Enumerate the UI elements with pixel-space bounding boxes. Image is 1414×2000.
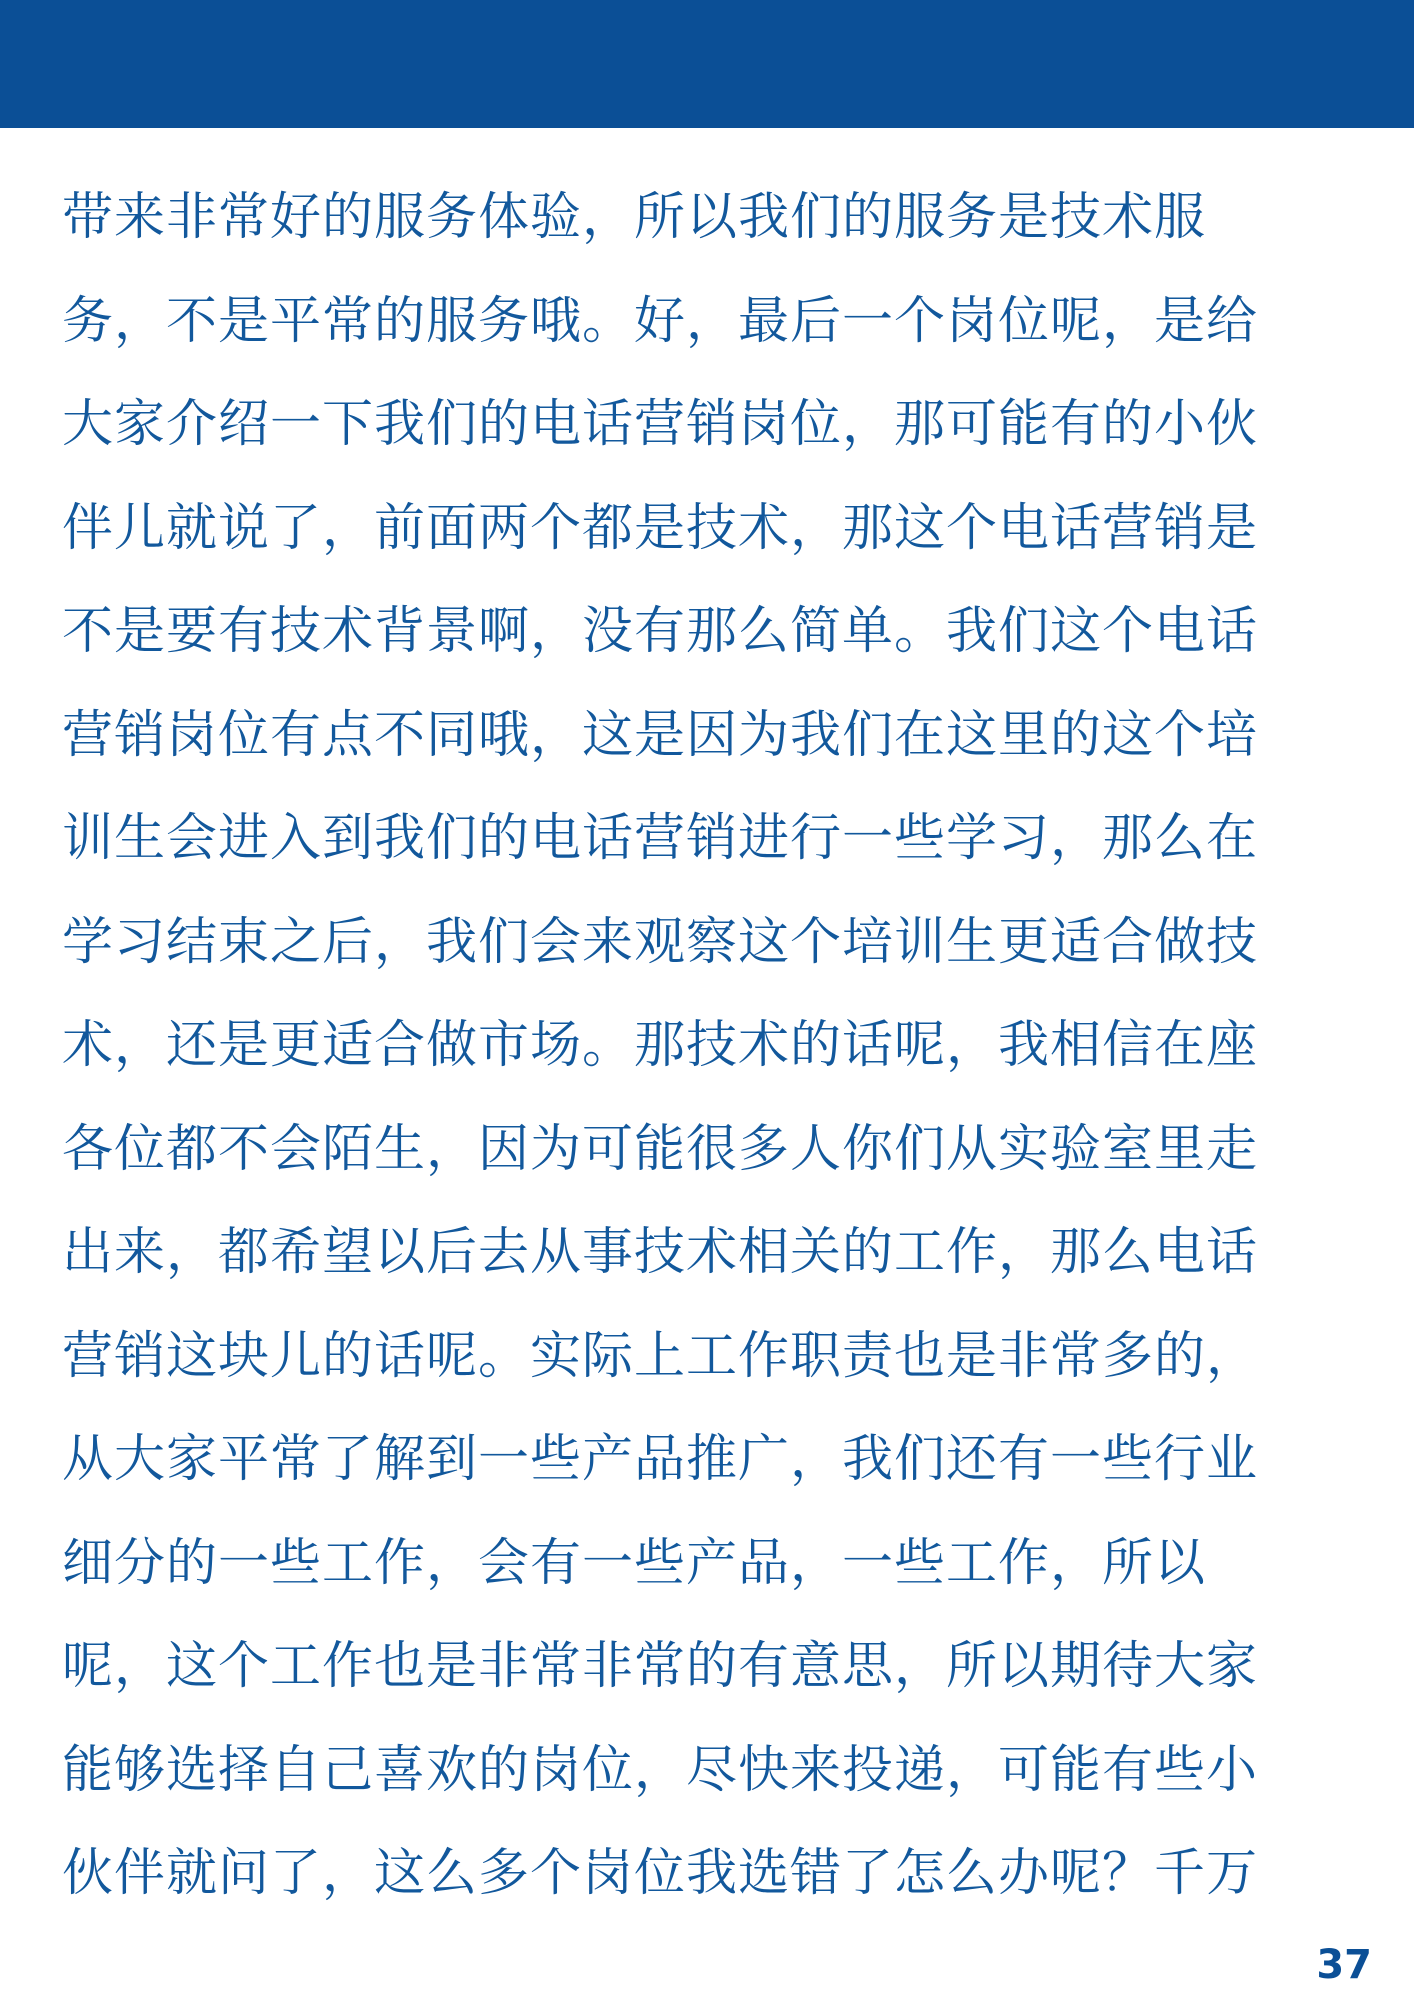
text-line: 学习结束之后，我们会来观察这个培训生更适合做技 (62, 912, 1259, 972)
text-line: 训生会进入到我们的电话营销进行一些学习，那么在 (62, 809, 1259, 868)
text-line: 大家介绍一下我们的电话营销岗位，那可能有的小伙 (62, 395, 1259, 454)
text-line: 营销这块儿的话呢。实际上工作职责也是非常多的， (62, 1326, 1259, 1386)
text-line: 细分的一些工作，会有一些产品，一些工作，所以 (62, 1533, 1207, 1593)
text-line: 伴儿就说了，前面两个都是技术，那这个电话营销是 (62, 498, 1259, 558)
text-line: 不是要有技术背景啊，没有那么简单。我们这个电话 (62, 602, 1259, 661)
text-line: 营销岗位有点不同哦，这是因为我们在这里的这个培 (62, 705, 1259, 765)
text-line: 出来，都希望以后去从事技术相关的工作，那么电话 (62, 1223, 1259, 1282)
text-line: 能够选择自己喜欢的岗位，尽快来投递，可能有些小 (62, 1740, 1259, 1800)
text-line: 各位都不会陌生，因为可能很多人你们从实验室里走 (62, 1119, 1259, 1179)
body-text (62, 166, 1352, 1926)
text-line: 从大家平常了解到一些产品推广，我们还有一些行业 (62, 1430, 1259, 1489)
text-line: 呢，这个工作也是非常非常的有意思，所以期待大家 (62, 1637, 1259, 1696)
text-line: 伙伴就问了，这么多个岗位我选错了怎么办呢？千万 (62, 1844, 1259, 1903)
text-line: 术，还是更适合做市场。那技术的话呢，我相信在座 (62, 1016, 1259, 1075)
header-band (0, 0, 1414, 128)
text-line: 带来非常好的服务体验，所以我们的服务是技术服 (62, 188, 1207, 247)
page-number: 37 (1316, 1942, 1372, 1988)
text-line: 务，不是平常的服务哦。好，最后一个岗位呢，是给 (62, 291, 1259, 351)
